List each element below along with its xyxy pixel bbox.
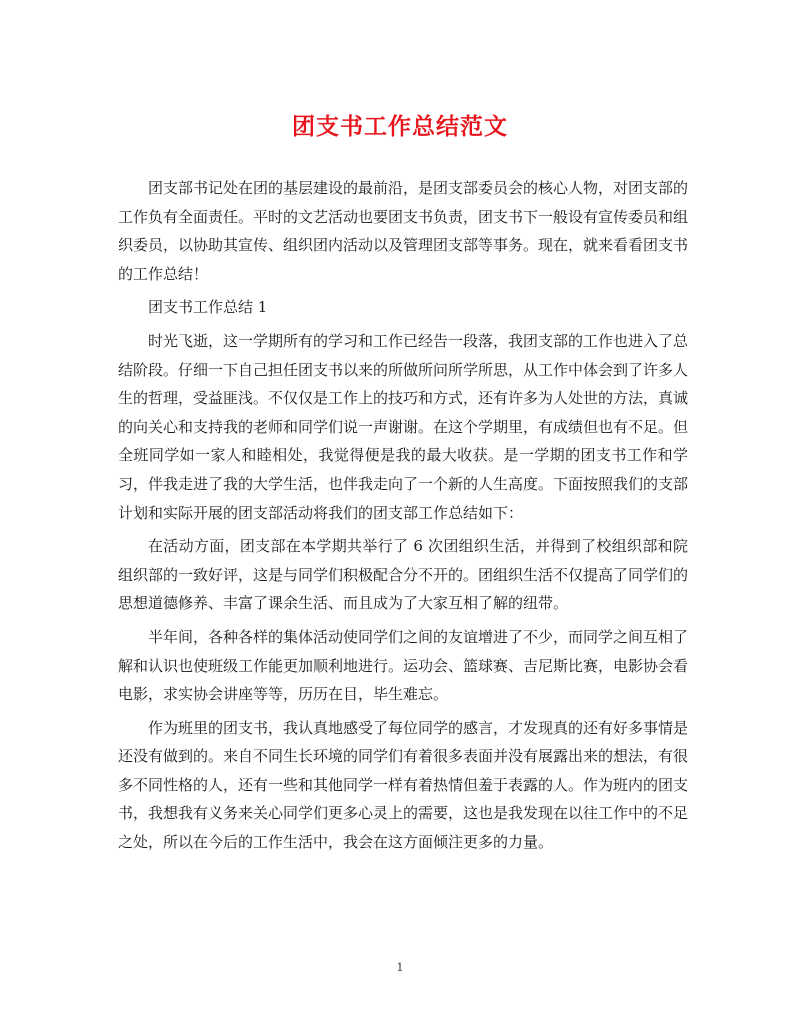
document-body bbox=[118, 174, 688, 862]
intro-paragraph: 团支部书记处在团的基层建设的最前沿，是团支部委员会的核心人物，对团支部的工作负有全面责任。平时的文艺活动也要团支书负责，团支书下一般设有宣传委员和组织委员，以协助其宣传、组织团内活动以及管理团支部等事务。现在，就来看看团支书的工作总结！ bbox=[118, 179, 689, 283]
body-paragraph: 时光飞逝，这一学期所有的学习和工作已经告一段落，我团支部的工作也进入了总结阶段。仔细一下自己担任团支书以来的所做所问所学所思，从工作中体会到了许多人生的哲理，受益匪浅。不仅仅是工作上的技巧和方式，还有许多为人处世的方法，真诚的向关心和支持我的老师和同学们说一声谢谢。在这个学期里，有成绩但也有不足。但全班同学如一家人和睦相处，我觉得便是我的最大收获。是一学期的团支书工作和学习，伴我走进了我的大学生活，也伴我走向了一个新的人生高度。下面按照我们的支部计划和实际开展的团支部活动将我们的团支部工作总结如下： bbox=[118, 331, 689, 522]
body-paragraph: 作为班里的团支书，我认真地感受了每位同学的感言，才发现真的还有好多事情是还没有做到的。来自不同生长环境的同学们有着很多表面并没有展露出来的想法，有很多不同性格的人，还有一些和其他同学一样有着热情但羞于表露的人。作为班内的团支书，我想我有义务来关心同学们更多心灵上的需要，这也是我发现在以往工作中的不足之处，所以在今后的工作生活中，我会在这方面倾注更多的力量。 bbox=[118, 718, 689, 852]
section-heading: 团支书工作总结 1 bbox=[148, 298, 268, 317]
page-number: 1 bbox=[396, 961, 404, 974]
document-title: 团支书工作总结范文 bbox=[292, 114, 508, 140]
body-paragraph: 半年间，各种各样的集体活动使同学们之间的友谊增进了不少，而同学之间互相了解和认识也使班级工作能更加顺利地进行。运功会、篮球赛、吉尼斯比赛，电影协会看电影，求实协会讲座等等，历历在目，毕生难忘。 bbox=[118, 627, 689, 704]
body-paragraph: 在活动方面，团支部在本学期共举行了 6 次团组织生活，并得到了校组织部和院组织部的一致好评，这是与同学们积极配合分不开的。团组织生活不仅提高了同学们的思想道德修养、丰富了课余生活、而且成为了大家互相了解的纽带。 bbox=[118, 537, 689, 613]
